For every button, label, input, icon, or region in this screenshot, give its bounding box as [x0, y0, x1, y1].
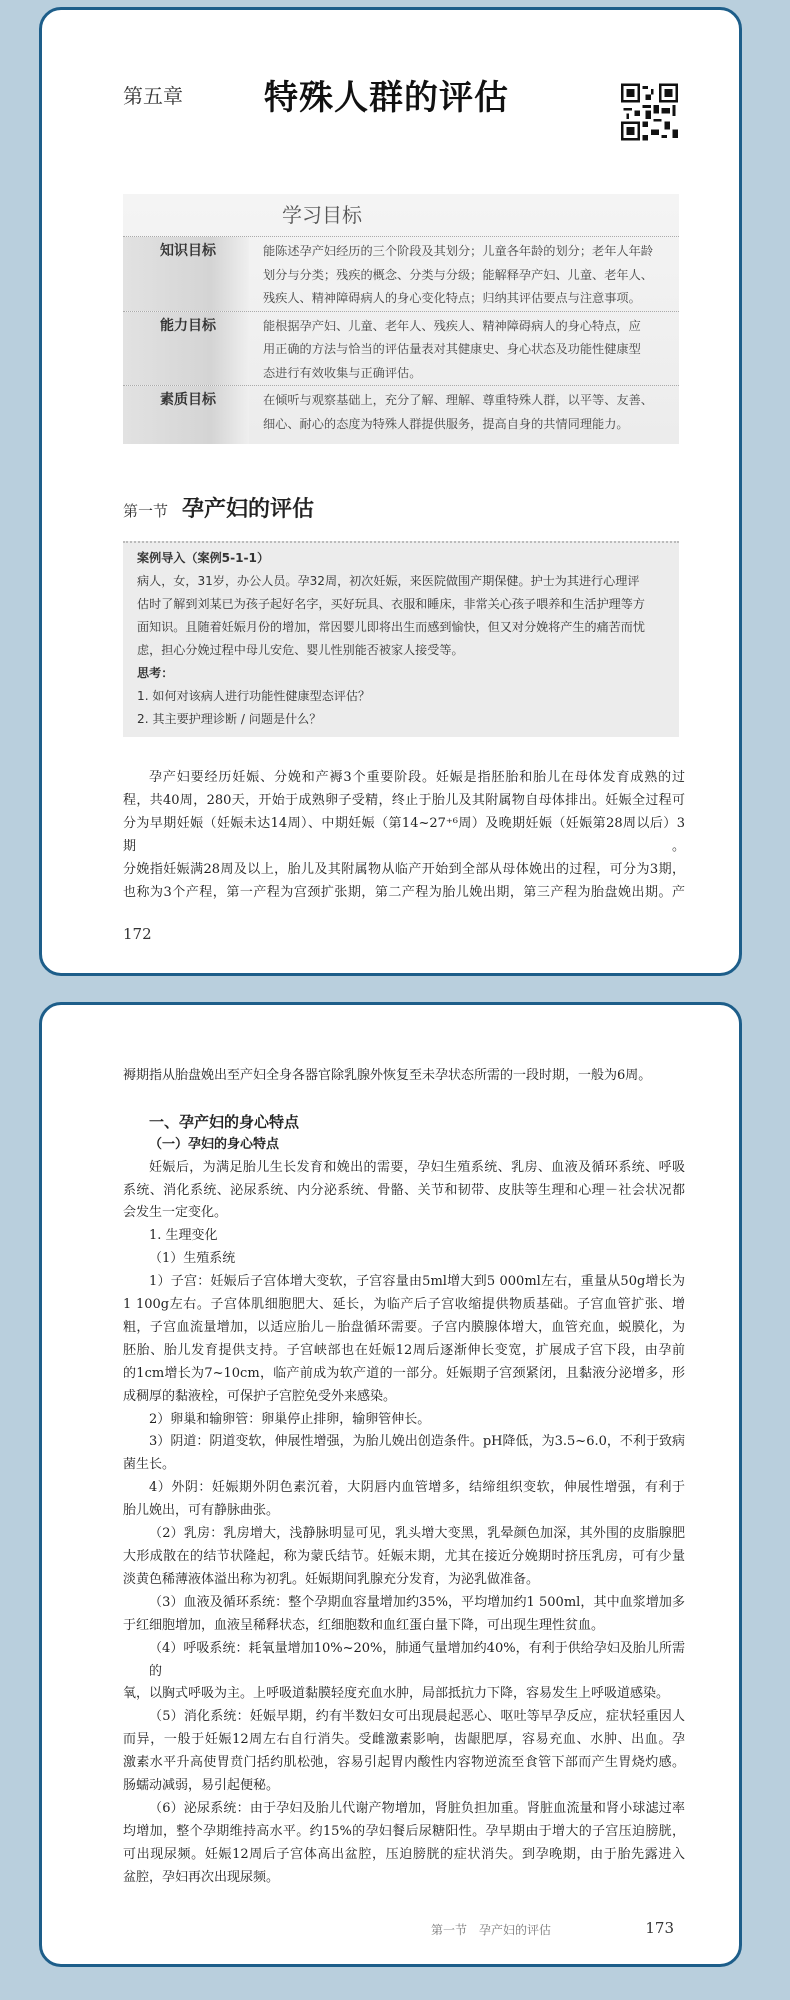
page-number: 172	[123, 925, 152, 943]
chapter-header	[123, 10, 679, 194]
body-text	[123, 766, 685, 924]
paragraph-line: 也称为3个产程，第一产程为宫颈扩张期，第二产程为胎儿娩出期，第三产程为胎盘娩出期。产	[123, 885, 685, 900]
case-title: 案例导入（案例5-1-1）	[137, 551, 270, 565]
objective-line: 能根据孕产妇、儿童、老年人、残疾人、精神障碍病人的身心特点，应	[263, 318, 641, 333]
objective-label: 能力目标	[160, 317, 216, 334]
think-label: 思考：	[137, 666, 174, 680]
case-line: 面知识。且随着妊娠月份的增加，常因婴儿即将出生而感到愉快，但又对分娩将产生的痛苦而忧	[137, 620, 645, 634]
paragraph-line: 3）阴道：阴道变软，伸展性增强，为胎儿娩出创造条件。pH降低，为3.5~6.0，不利于致病	[149, 1434, 685, 1450]
objective-line: 态进行有效收集与正确评估。	[263, 365, 422, 380]
paragraph-line: 褥期指从胎盘娩出至产妇全身各器官除乳腺外恢复至未孕状态所需的一段时期，一般为6周。	[123, 1068, 652, 1083]
objective-label: 素质目标	[160, 392, 216, 408]
learning-objectives-box	[123, 194, 679, 444]
paragraph-line: （2）乳房：乳房增大，浅静脉明显可见，乳头增大变黑，乳晕颜色加深，其外围的皮脂腺肥	[149, 1526, 685, 1542]
objective-line: 能陈述孕产妇经历的三个阶段及其划分；儿童各年龄的划分；老年人年龄	[263, 244, 653, 258]
objective-row-quality	[123, 385, 679, 444]
subheading: （一）孕妇的身心特点	[149, 1136, 280, 1152]
case-line: 病人，女，31岁，办公人员。孕32周，初次妊娠，来医院做围产期保健。护士为其进行心理评	[137, 574, 640, 588]
paragraph-line: 于红细胞增加，血液呈稀释状态，红细胞数和血红蛋白量下降，可出现生理性贫血。	[123, 1617, 605, 1633]
case-line: 虑，担心分娩过程中母儿安危、婴儿性别能否被家人接受等。	[137, 643, 464, 657]
objective-line: 残疾人、精神障碍病人的身心变化特点；归纳其评估要点与注意事项。	[263, 291, 641, 305]
objective-line: 在倾听与观察基础上，充分了解、理解、尊重特殊人群，以平等、友善、	[263, 393, 653, 407]
paragraph-line: 淡黄色稀薄液体溢出称为初乳。妊娠期间乳腺充分发育，为泌乳做准备。	[123, 1571, 540, 1587]
paragraph-line: 氧，以胸式呼吸为主。上呼吸道黏膜轻度充血水肿，局部抵抗力下降，容易发生上呼吸道感染。	[123, 1686, 670, 1702]
paragraph-line: 2）卵巢和输卵管：卵巢停止排卵，输卵管伸长。	[149, 1411, 431, 1427]
paragraph-line: 可出现尿频。妊娠12周后子宫体高出盆腔，压迫膀胱的症状消失。到孕晚期，由于胎先露进入	[123, 1846, 685, 1862]
case-line: 估时了解到刘某已为孩子起好名字，买好玩具、衣服和睡床，非常关心孩子喂养和生活护理等方	[137, 597, 645, 611]
paragraph-line: 大形成散在的结节状隆起，称为蒙氏结节。妊娠末期，尤其在接近分娩期时挤压乳房，可有少量	[123, 1549, 685, 1565]
paragraph-line: 孕产妇要经历妊娠、分娩和产褥3个重要阶段。妊娠是指胚胎和胎儿在母体发育成熟的过	[149, 770, 685, 785]
paragraph-line: （1）生殖系统	[149, 1251, 236, 1267]
paragraph-line: 4）外阴：妊娠期外阴色素沉着，大阴唇内血管增多，结缔组织变软，伸展性增强，有利于	[149, 1480, 685, 1496]
paragraph-line: （6）泌尿系统：由于孕妇及胎儿代谢产物增加，肾脏负担加重。肾脏血流量和肾小球滤过率	[149, 1800, 685, 1816]
running-footer-section: 第一节 孕产妇的评估	[431, 1923, 552, 1937]
objective-line: 用正确的方法与恰当的评估量表对其健康史、身心状态及功能性健康型	[263, 342, 641, 356]
paragraph-line: （3）血液及循环系统：整个孕期血容量增加约35%，平均增加约1 500ml，其中血浆增加多	[149, 1594, 685, 1610]
objective-line: 划分与分类；残疾的概念、分类与分级；能解释孕产妇、儿童、老年人、	[263, 267, 653, 282]
paragraph-line: （4）呼吸系统：耗氧量增加10%~20%，肺通气量增加约40%，有利于供给孕妇及胎儿所需的	[149, 1640, 685, 1679]
running-footer	[123, 1919, 679, 1941]
paragraph-line: 而异，一般于妊娠12周左右自行消失。受雌激素影响，齿龈肥厚，容易充血、水肿、出血。孕	[123, 1732, 685, 1748]
paragraph-line: 均增加，整个孕期维持高水平。约15%的孕妇餐后尿糖阳性。孕早期由于增大的子宫压迫膀胱，	[123, 1823, 685, 1839]
chapter-label: 第五章	[123, 84, 183, 108]
paragraph-line: 成稠厚的黏液栓，可保护子宫腔免受外来感染。	[123, 1388, 397, 1404]
paragraph-line: 妊娠后，为满足胎儿生长发育和娩出的需要，孕妇生殖系统、乳房、血液及循环系统、呼吸	[149, 1159, 685, 1175]
paragraph-line: 1. 生理变化	[149, 1228, 218, 1244]
paragraph-line: 粗，子宫血流量增加，以适应胎儿－胎盘循环需要。子宫内膜腺体增大，血管充血，蜕膜化，为	[123, 1319, 685, 1335]
paragraph-line: 会发生一定变化。	[123, 1205, 228, 1221]
chapter-title: 特殊人群的评估	[264, 78, 509, 118]
objective-row-ability	[123, 311, 679, 386]
section-number: 第一节	[123, 502, 169, 520]
page-173	[39, 1002, 742, 1967]
paragraph-line: 1 100g左右。子宫体肌细胞肥大、延长，为临产后子宫收缩提供物质基础。子宫血管扩张、增	[123, 1297, 685, 1313]
question: 1. 如何对该病人进行功能性健康型态评估？	[137, 689, 371, 703]
objective-row-knowledge	[123, 236, 679, 311]
paragraph-line: 菌生长。	[123, 1457, 176, 1473]
question: 2. 其主要护理诊断 / 问题是什么？	[137, 712, 322, 726]
page-172	[39, 7, 742, 976]
paragraph-line: 程，共40周，280天，开始于成熟卵子受精，终止于胎儿及其附属物自母体排出。妊娠全过程可	[123, 793, 685, 808]
section-heading	[123, 492, 679, 541]
paragraph-line: 胎儿娩出，可有静脉曲张。	[123, 1503, 280, 1519]
paragraph-line: 系统、消化系统、泌尿系统、内分泌系统、骨骼、关节和韧带、皮肤等生理和心理－社会状况都	[123, 1182, 685, 1198]
paragraph-line: 1）子宫：妊娠后子宫体增大变软，子宫容量由5ml增大到5 000ml左右，重量从50g增长为	[149, 1274, 685, 1290]
paragraph-line: 的1cm增长为7~10cm，临产前成为软产道的一部分。妊娠期子宫颈紧闭，且黏液分泌增多，形	[123, 1365, 685, 1381]
body-text	[123, 1065, 685, 1919]
paragraph-line: 胚胎、胎儿发育提供支持。子宫峡部也在妊娠12周后逐渐伸长变宽，扩展成子宫下段，由孕前	[123, 1342, 685, 1358]
paragraph-line: （5）消化系统：妊娠早期，约有半数妇女可出现晨起恶心、呕吐等早孕反应，症状轻重因人	[149, 1709, 685, 1725]
paragraph-line: 激素水平升高使胃贲门括约肌松弛，容易引起胃内酸性内容物逆流至食管下部而产生胃烧灼感。	[123, 1755, 685, 1771]
paragraph-line: 肠蠕动减弱，易引起便秘。	[123, 1778, 280, 1794]
section-title: 孕产妇的评估	[182, 496, 315, 522]
page-number: 173	[645, 1919, 674, 1937]
objective-label: 知识目标	[160, 243, 216, 259]
subheading: 一、孕产妇的身心特点	[149, 1112, 300, 1131]
objectives-heading: 学习目标	[282, 203, 362, 227]
paragraph-line: 分娩指妊娠满28周及以上，胎儿及其附属物从临产开始到全部从母体娩出的过程，可分为3期，	[123, 862, 685, 877]
paragraph-line: 分为早期妊娠（妊娠未达14周）、中期妊娠（第14~27⁺⁶周）及晚期妊娠（妊娠第28周以后）3期。	[123, 816, 685, 854]
paragraph-line: 盆腔，孕妇再次出现尿频。	[123, 1869, 280, 1885]
case-intro-box	[123, 541, 679, 737]
qr-code-icon	[621, 82, 678, 142]
objective-line: 细心、耐心的态度为特殊人群提供服务，提高自身的共情同理能力。	[263, 416, 629, 431]
